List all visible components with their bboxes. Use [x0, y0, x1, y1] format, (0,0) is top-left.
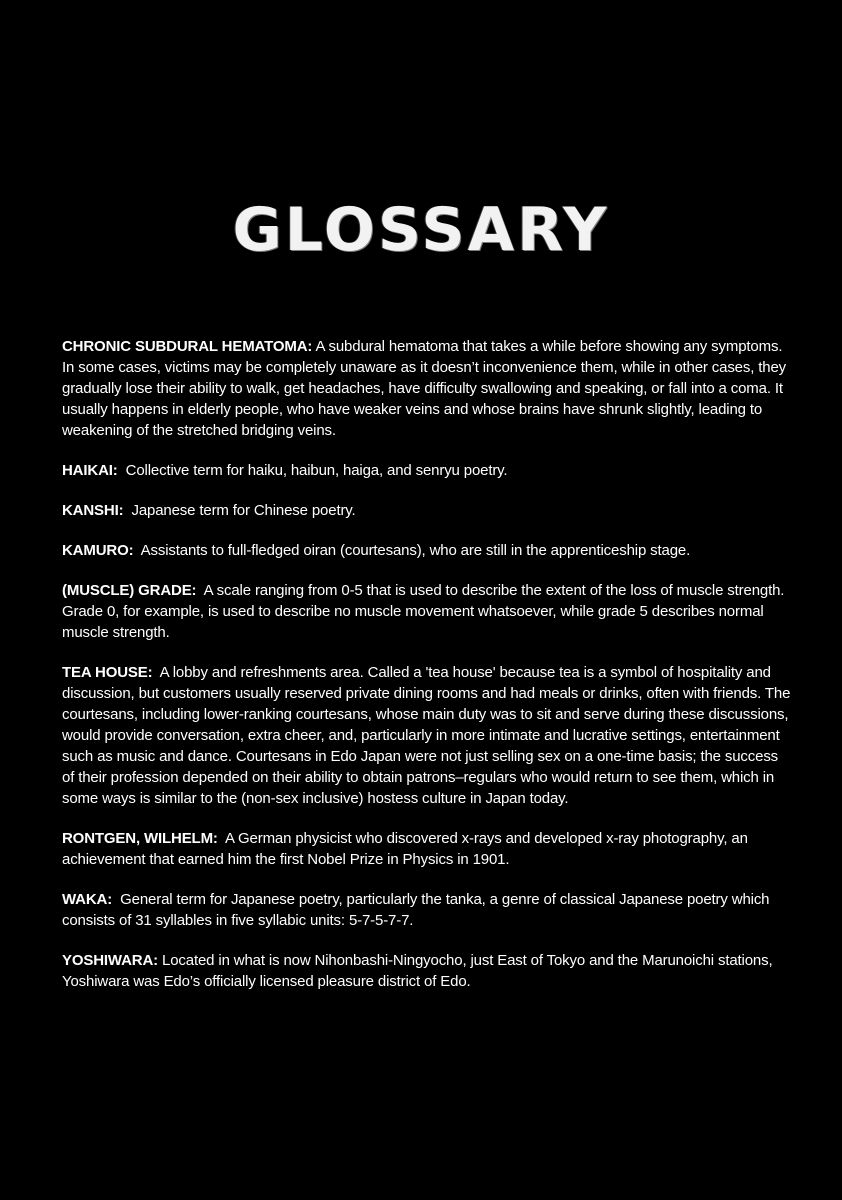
glossary-entry-kanshi	[62, 500, 792, 521]
glossary-term: WAKA:	[62, 891, 113, 908]
glossary-term: RONTGEN, WILHELM:	[62, 830, 218, 847]
glossary-definition: Japanese term for Chinese poetry.	[131, 502, 356, 519]
glossary-entry-tea-house	[62, 662, 792, 809]
glossary-definition: Collective term for haiku, haibun, haiga, and senryu poetry.	[125, 462, 508, 479]
glossary-definition: Assistants to full-fledged oiran (courtesans), who are still in the apprenticeship stage.	[140, 542, 691, 559]
glossary-definition: A German physicist who discovered x-rays and developed x-ray photography, an achievement that earned him the first Nobel Prize in Physics in 1901.	[62, 830, 748, 868]
glossary-definition: General term for Japanese poetry, particularly the tanka, a genre of classical Japanese poetry which consists of 31 syllables in five syllabic units: 5-7-5-7-7.	[62, 891, 770, 929]
glossary-entry-kamuro	[62, 540, 792, 561]
glossary-entry-chronic-subdural-hematoma	[62, 336, 792, 441]
glossary-entry-yoshiwara	[62, 950, 792, 992]
glossary-definition: A lobby and refreshments area. Called a 'tea house' because tea is a symbol of hospitality and discussion, but customers usually reserved private dining rooms and had meals or drinks, often with friends. The courtesans, including lower-ranking courtesans, whose main duty was to sit and serve during these discussions, would provide conversation, extra cheer, and, particularly in more intimate and lucrative settings, entertainment such as music and dance. Courtesans in Edo Japan were not just selling sex on a one-time basis; the success of their profession depended on their ability to obtain patrons–regulars who would return to see them, which in some ways is similar to the (non-sex inclusive) hostess culture in Japan today.	[62, 664, 791, 807]
page-title: GLOSSARY	[232, 195, 610, 265]
glossary-term: HAIKAI:	[62, 462, 118, 479]
glossary-list	[62, 336, 792, 1011]
glossary-definition: Located in what is now Nihonbashi-Ningyocho, just East of Tokyo and the Marunoichi stations, Yoshiwara was Edo’s officially licensed pleasure district of Edo.	[62, 952, 773, 990]
glossary-term: YOSHIWARA:	[62, 952, 159, 969]
glossary-term: TEA HOUSE:	[62, 664, 153, 681]
glossary-term: CHRONIC SUBDURAL HEMATOMA:	[62, 338, 313, 355]
glossary-term: (MUSCLE) GRADE:	[62, 582, 197, 599]
glossary-entry-haikai	[62, 460, 792, 481]
glossary-entry-muscle-grade	[62, 580, 792, 643]
glossary-entry-rontgen-wilhelm	[62, 828, 792, 870]
glossary-term: KAMURO:	[62, 542, 134, 559]
glossary-definition: A subdural hematoma that takes a while before showing any symptoms. In some cases, victims may be completely unaware as it doesn’t inconvenience them, while in other cases, they gradually lose their ability to walk, get headaches, have difficulty swallowing and speaking, or fall into a coma. It usually happens in elderly people, who have weaker veins and whose brains have shrunk slightly, leading to weakening of the stretched bridging veins.	[62, 338, 787, 439]
glossary-term: KANSHI:	[62, 502, 124, 519]
glossary-entry-waka	[62, 889, 792, 931]
glossary-definition: A scale ranging from 0-5 that is used to describe the extent of the loss of muscle strength. Grade 0, for example, is used to describe no muscle movement whatsoever, while grade 5 describes normal muscle strength.	[62, 582, 785, 641]
